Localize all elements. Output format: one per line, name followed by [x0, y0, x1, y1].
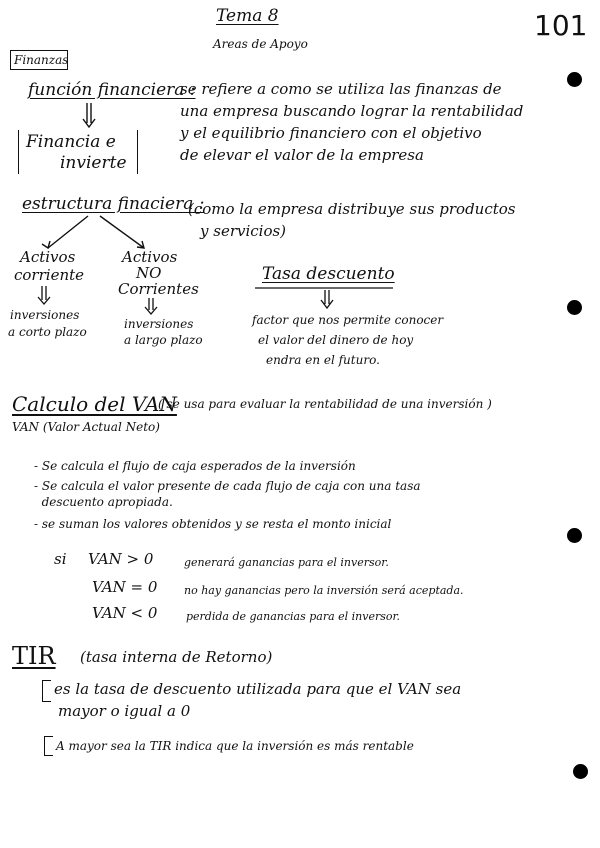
arrow-down-icon — [37, 286, 51, 306]
van-result-2: no hay ganancias pero la inversión será aceptada. — [184, 584, 464, 597]
page-number: 101 — [534, 9, 588, 42]
tasa-line-2: el valor del dinero de hoy — [258, 333, 414, 347]
van-step-3: - se suman los valores obtenidos y se resta el monto inicial — [34, 517, 392, 531]
activos-no-1: Activos — [122, 248, 178, 266]
binder-hole — [567, 528, 582, 543]
tir-line-1: es la tasa de descuento utilizada para que el VAN sea — [54, 680, 462, 698]
van-result-3: perdida de ganancias para el inversor. — [186, 610, 401, 623]
binder-hole — [567, 72, 582, 87]
estructura-term: estructura finaciera : — [22, 194, 205, 214]
section-tag: Finanzas — [14, 53, 69, 67]
tir-note-bracket — [44, 736, 53, 756]
activos-corrientes-1: Activos — [20, 248, 76, 266]
funcion-box-line-1: Financia e — [26, 132, 116, 152]
arrow-down-icon — [82, 103, 96, 129]
inversion-largo-2: a largo plazo — [124, 333, 203, 347]
activos-no-3: Corrientes — [118, 280, 199, 298]
van-title-note: ( se usa para evaluar la rentabilidad de una inversión ) — [158, 397, 492, 411]
tir-bracket — [42, 680, 51, 702]
van-si: si — [54, 550, 67, 568]
van-cond-2: VAN = 0 — [92, 578, 158, 596]
van-step-1: - Se calcula el flujo de caja esperados de la inversión — [34, 459, 356, 473]
van-title: Calculo del VAN — [12, 392, 177, 416]
tir-note: A mayor sea la TIR indica que la inversión es más rentable — [56, 739, 414, 753]
estructura-desc-1: (como la empresa distribuye sus productos — [188, 200, 516, 218]
van-cond-3: VAN < 0 — [92, 604, 158, 622]
activos-no-2: NO — [136, 264, 162, 282]
tir-line-2: mayor o igual a 0 — [58, 702, 191, 720]
funcion-term: función financiera : — [28, 80, 196, 100]
tasa-underline-arrow-icon — [255, 286, 395, 310]
activos-corrientes-2: corriente — [14, 266, 85, 284]
binder-hole — [573, 764, 588, 779]
van-step-2: - Se calcula el valor presente de cada flujo de caja con una tasa — [34, 479, 421, 493]
page-subtitle: Areas de Apoyo — [213, 37, 308, 51]
funcion-line-4: de elevar el valor de la empresa — [180, 146, 424, 164]
page-title: Tema 8 — [216, 6, 279, 26]
tasa-line-1: factor que nos permite conocer — [252, 313, 444, 327]
funcion-line-2: una empresa buscando lograr la rentabilidad — [180, 102, 524, 120]
van-cond-1: VAN > 0 — [88, 550, 154, 568]
tir-title: TIR — [12, 642, 56, 670]
tasa-title: Tasa descuento — [262, 264, 395, 284]
inversion-corto-1: inversiones — [10, 308, 80, 322]
tasa-line-3: endra en el futuro. — [266, 353, 380, 367]
funcion-box-line-2: invierte — [60, 153, 127, 173]
binder-hole — [567, 300, 582, 315]
van-subtitle: VAN (Valor Actual Neto) — [12, 420, 160, 434]
inversion-largo-1: inversiones — [124, 317, 194, 331]
funcion-line-1: se refiere a como se utiliza las finanzas de — [180, 80, 502, 98]
arrow-down-icon — [144, 298, 158, 316]
van-step-2-cont: descuento apropiada. — [34, 495, 173, 509]
van-result-1: generará ganancias para el inversor. — [184, 556, 389, 569]
estructura-desc-2: y servicios) — [200, 222, 287, 240]
tir-title-note: (tasa interna de Retorno) — [80, 648, 273, 666]
inversion-corto-2: a corto plazo — [8, 325, 87, 339]
funcion-line-3: y el equilibrio financiero con el objetivo — [180, 124, 482, 142]
